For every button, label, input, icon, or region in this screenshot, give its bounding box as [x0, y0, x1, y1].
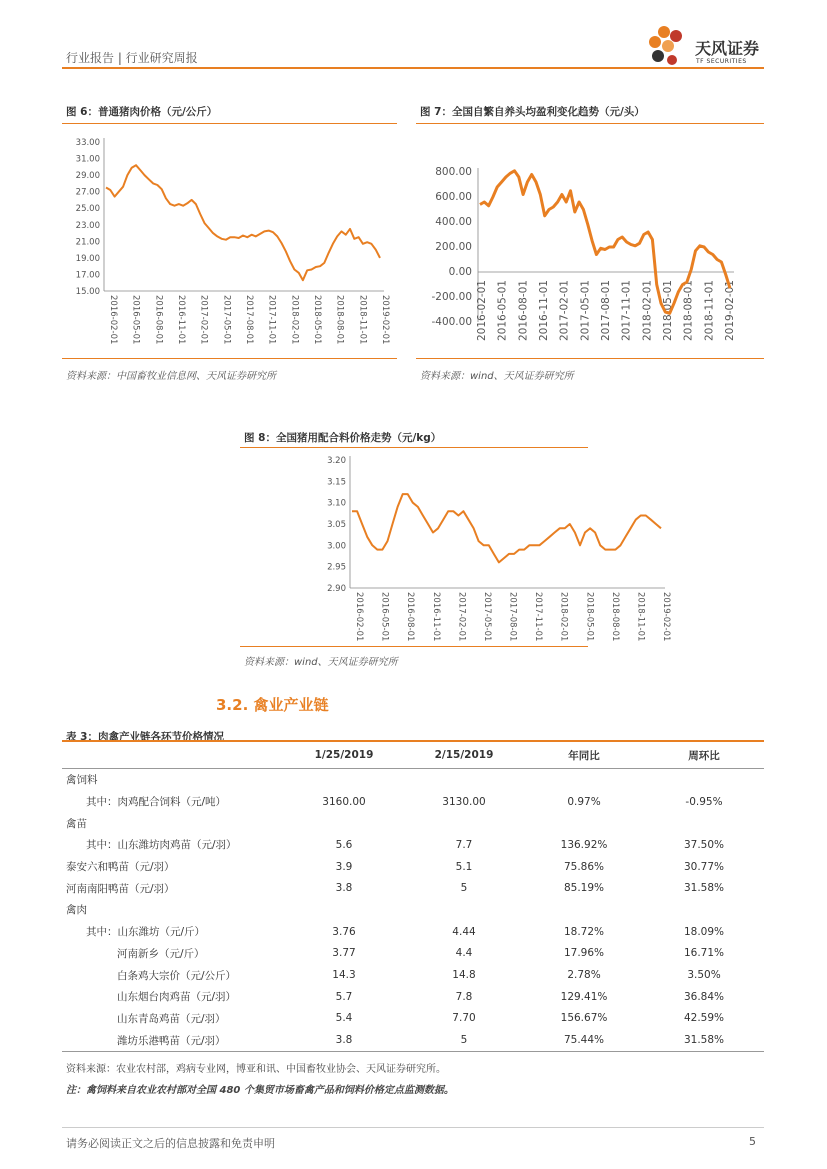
table-row [62, 899, 764, 921]
x-tick-label: 2017-05-01 [221, 295, 232, 345]
x-tick-label: 2018-11-01 [357, 295, 368, 345]
x-tick-label: 2016-05-01 [379, 592, 390, 642]
y-tick-label: 200.00 [435, 241, 472, 253]
table-source: 资料来源：农业农村部，鸡病专业网，博亚和讯、中国畜牧业协会、天风证券研究所。 [66, 1064, 446, 1075]
x-tick-label: 2017-11-01 [620, 280, 633, 342]
value-cell: 31.58% [644, 1029, 764, 1051]
fig8-source: 资料来源：wind、天风证券研究所 [244, 657, 398, 668]
table-row [62, 986, 764, 1008]
value-cell: 18.72% [563, 925, 605, 938]
page-number: 5 [749, 1135, 756, 1148]
y-tick-label: 3.10 [327, 498, 346, 509]
fig8-rule [240, 447, 588, 448]
table-header-cell: 周环比 [644, 741, 764, 769]
table-title: 表 3：肉禽产业链各环节价格情况 [66, 731, 224, 743]
row-label-cell: 禽肉 [66, 904, 87, 917]
report-header: 行业报告 | 行业研究周报 [66, 51, 198, 65]
y-tick-label: 3.00 [327, 541, 346, 552]
value-cell: 2.78% [567, 969, 601, 982]
value-cell [644, 899, 764, 921]
row-label-cell: 白条鸡大宗价（元/公斤） [117, 969, 237, 982]
value-cell: 3.77 [332, 947, 356, 960]
value-cell [404, 812, 524, 834]
row-label-cell: 潍坊乐港鸭苗（元/羽） [62, 1029, 284, 1051]
x-tick-label: 2017-11-01 [533, 592, 544, 642]
table-row [62, 812, 764, 834]
x-tick-label: 2016-02-01 [354, 592, 364, 642]
fig7-chart [416, 130, 764, 355]
table-row [62, 856, 764, 878]
series-line [106, 165, 380, 280]
y-tick-label: -200.00 [431, 291, 472, 303]
value-cell: 75.86% [563, 860, 605, 873]
value-cell [644, 812, 764, 834]
value-cell [404, 899, 524, 921]
value-cell: 30.77% [683, 860, 725, 873]
fig7-bottom-rule [416, 358, 764, 359]
row-label-cell: 禽饲料 [66, 774, 98, 787]
table-header-cell: 1/25/2019 [284, 741, 404, 769]
value-cell: 7.8 [455, 990, 473, 1003]
value-cell: 3.76 [332, 925, 356, 938]
y-tick-label: 3.15 [327, 477, 346, 488]
fig6-bottom-rule [62, 358, 397, 359]
value-cell: 14.8 [452, 969, 476, 982]
x-tick-label: 2018-02-01 [289, 295, 300, 345]
fig7-source: 资料来源：wind、天风证券研究所 [420, 371, 574, 382]
value-cell: 7.70 [452, 1012, 476, 1025]
y-tick-label: 3.05 [327, 520, 346, 530]
value-cell [524, 769, 644, 791]
row-label-cell: 山东青岛鸡苗（元/羽） [117, 1012, 226, 1025]
table-row [62, 964, 764, 986]
table-row [62, 921, 764, 943]
value-cell: 3130.00 [442, 795, 486, 808]
value-cell [404, 769, 524, 791]
table-row [62, 877, 764, 899]
value-cell: 0.97% [567, 795, 601, 808]
table-header-cell: 年同比 [524, 741, 644, 769]
row-label-cell: 泰安六和鸭苗（元/羽） [66, 861, 175, 874]
value-cell: 3.9 [335, 860, 353, 873]
y-tick-label: 800.00 [435, 166, 472, 178]
value-cell: -0.95% [685, 795, 723, 808]
x-tick-label: 2016-08-01 [517, 280, 530, 342]
row-label-cell: 禽苗 [66, 817, 87, 830]
y-tick-label: 600.00 [435, 191, 472, 203]
value-cell: 4.44 [452, 925, 476, 938]
y-tick-label: 0.00 [448, 266, 472, 278]
value-cell: 5.6 [335, 838, 353, 851]
fig8-bottom-rule [240, 646, 588, 647]
x-tick-label: 2018-08-01 [334, 295, 345, 345]
value-cell: 37.50% [683, 838, 725, 851]
x-tick-label: 2016-02-01 [476, 280, 488, 342]
value-cell [284, 769, 404, 791]
fig6-rule [62, 123, 397, 124]
x-tick-label: 2017-02-01 [198, 295, 209, 345]
y-tick-label: 2.90 [327, 584, 346, 594]
value-cell: 31.58% [683, 882, 725, 895]
value-cell: 136.92% [560, 838, 608, 851]
row-label-cell: 其中：山东潍坊肉鸡苗（元/羽） [86, 839, 237, 852]
section-title: 3.2. 禽业产业链 [216, 696, 329, 714]
fig7-title: 图 7：全国自繁自养头均盈利变化趋势（元/头） [420, 106, 645, 118]
table-header-cell: 2/15/2019 [404, 741, 524, 769]
fig6-chart [62, 130, 397, 355]
y-tick-label: 23.00 [75, 220, 100, 231]
x-tick-label: 2018-08-01 [609, 592, 620, 642]
x-tick-label: 2017-08-01 [600, 280, 612, 342]
value-cell [524, 899, 644, 921]
value-cell [284, 899, 404, 921]
value-cell: 3.8 [284, 1029, 404, 1051]
x-tick-label: 2016-05-01 [496, 280, 509, 342]
table-row [62, 1008, 764, 1030]
row-label-cell: 河南新乡（元/斤） [117, 947, 205, 960]
x-tick-label: 2016-05-01 [130, 295, 141, 345]
logo-text-en: TF SECURITIES [696, 58, 747, 65]
table-header-cell [62, 741, 284, 769]
value-cell: 85.19% [563, 882, 605, 895]
value-cell [644, 769, 764, 791]
value-cell [284, 812, 404, 834]
x-tick-label: 2017-05-01 [481, 592, 492, 642]
x-tick-label: 2019-02-01 [724, 280, 736, 342]
y-tick-label: 21.00 [75, 237, 100, 248]
x-tick-label: 2017-08-01 [507, 592, 518, 642]
value-cell: 4.4 [455, 947, 473, 960]
x-tick-label: 2016-11-01 [430, 592, 441, 642]
value-cell: 3.50% [687, 969, 721, 982]
value-cell: 3.8 [335, 882, 353, 895]
x-tick-label: 2016-11-01 [176, 295, 186, 345]
logo-text-cn: 天风证券 [695, 39, 760, 58]
footer-disclaimer: 请务必阅读正文之后的信息披露和免责申明 [66, 1137, 275, 1150]
row-label-cell: 其中：肉鸡配合饲料（元/吨） [86, 796, 227, 809]
y-tick-label: 400.00 [435, 216, 472, 228]
x-tick-label: 2018-02-01 [641, 280, 654, 342]
x-tick-label: 2018-05-01 [312, 295, 322, 345]
value-cell: 18.09% [683, 925, 725, 938]
table-note: 注：禽饲料来自农业农村部对全国 480 个集贸市场畜禽产品和饲料价格定点监测数据。 [66, 1085, 454, 1096]
y-tick-label: 17.00 [75, 270, 100, 281]
x-tick-label: 2018-02-01 [558, 592, 569, 642]
value-cell: 14.3 [332, 969, 356, 982]
row-label-cell: 河南南阳鸭苗（元/羽） [66, 882, 175, 895]
x-tick-label: 2016-08-01 [405, 592, 416, 642]
x-tick-label: 2018-05-01 [584, 592, 595, 642]
footer-rule [62, 1127, 764, 1128]
table-row [62, 834, 764, 856]
y-tick-label: -400.00 [431, 316, 472, 328]
row-label-cell: 山东烟台肉鸡苗（元/羽） [117, 991, 237, 1004]
x-tick-label: 2017-08-01 [244, 295, 254, 345]
x-tick-label: 2017-02-01 [456, 592, 467, 642]
value-cell: 5.4 [335, 1012, 353, 1025]
y-tick-label: 15.00 [75, 287, 100, 297]
x-tick-label: 2017-05-01 [579, 280, 592, 342]
table-row [62, 943, 764, 965]
price-table [62, 740, 764, 1052]
fig6-title: 图 6：普通猪肉价格（元/公斤） [66, 106, 218, 118]
value-cell: 36.84% [683, 990, 725, 1003]
y-tick-label: 29.00 [75, 171, 100, 182]
y-tick-label: 27.00 [75, 187, 100, 198]
fig8-title: 图 8：全国猪用配合料价格走势（元/kg） [244, 432, 442, 444]
value-cell: 17.96% [563, 947, 605, 960]
x-tick-label: 2019-02-01 [661, 592, 671, 642]
fig6-source: 资料来源：中国畜牧业信息网、天风证券研究所 [66, 371, 276, 382]
x-tick-label: 2018-11-01 [635, 592, 646, 642]
value-cell: 42.59% [683, 1012, 725, 1025]
value-cell: 129.41% [560, 990, 608, 1003]
value-cell: 5.1 [455, 860, 473, 873]
table-row [62, 1029, 764, 1051]
y-tick-label: 25.00 [75, 204, 100, 215]
row-label-cell: 其中：山东潍坊（元/斤） [86, 926, 206, 939]
x-tick-label: 2016-11-01 [538, 280, 550, 342]
y-tick-label: 19.00 [75, 253, 100, 264]
table-row [62, 769, 764, 791]
series-line [352, 494, 661, 562]
x-tick-label: 2018-05-01 [662, 280, 674, 342]
y-tick-label: 31.00 [75, 154, 100, 165]
value-cell [524, 812, 644, 834]
x-tick-label: 2017-11-01 [266, 295, 277, 345]
x-tick-label: 2016-08-01 [153, 295, 164, 345]
x-tick-label: 2017-02-01 [558, 280, 571, 342]
value-cell: 5.7 [335, 990, 353, 1003]
y-tick-label: 33.00 [75, 138, 100, 148]
table-header-row [62, 741, 764, 769]
fig7-rule [416, 123, 764, 124]
value-cell: 16.71% [683, 947, 725, 960]
fig8-chart [240, 450, 671, 642]
x-tick-label: 2019-02-01 [380, 295, 390, 345]
x-tick-label: 2018-08-01 [682, 280, 695, 342]
x-tick-label: 2018-11-01 [703, 280, 716, 342]
x-tick-label: 2016-02-01 [108, 295, 118, 345]
y-tick-label: 3.20 [327, 456, 346, 466]
value-cell: 75.44% [524, 1029, 644, 1051]
value-cell: 7.7 [455, 838, 473, 851]
table-row [62, 791, 764, 813]
value-cell: 5 [404, 1029, 524, 1051]
value-cell: 156.67% [560, 1012, 608, 1025]
value-cell: 5 [460, 882, 468, 895]
y-tick-label: 2.95 [327, 562, 346, 573]
value-cell: 3160.00 [322, 795, 366, 808]
